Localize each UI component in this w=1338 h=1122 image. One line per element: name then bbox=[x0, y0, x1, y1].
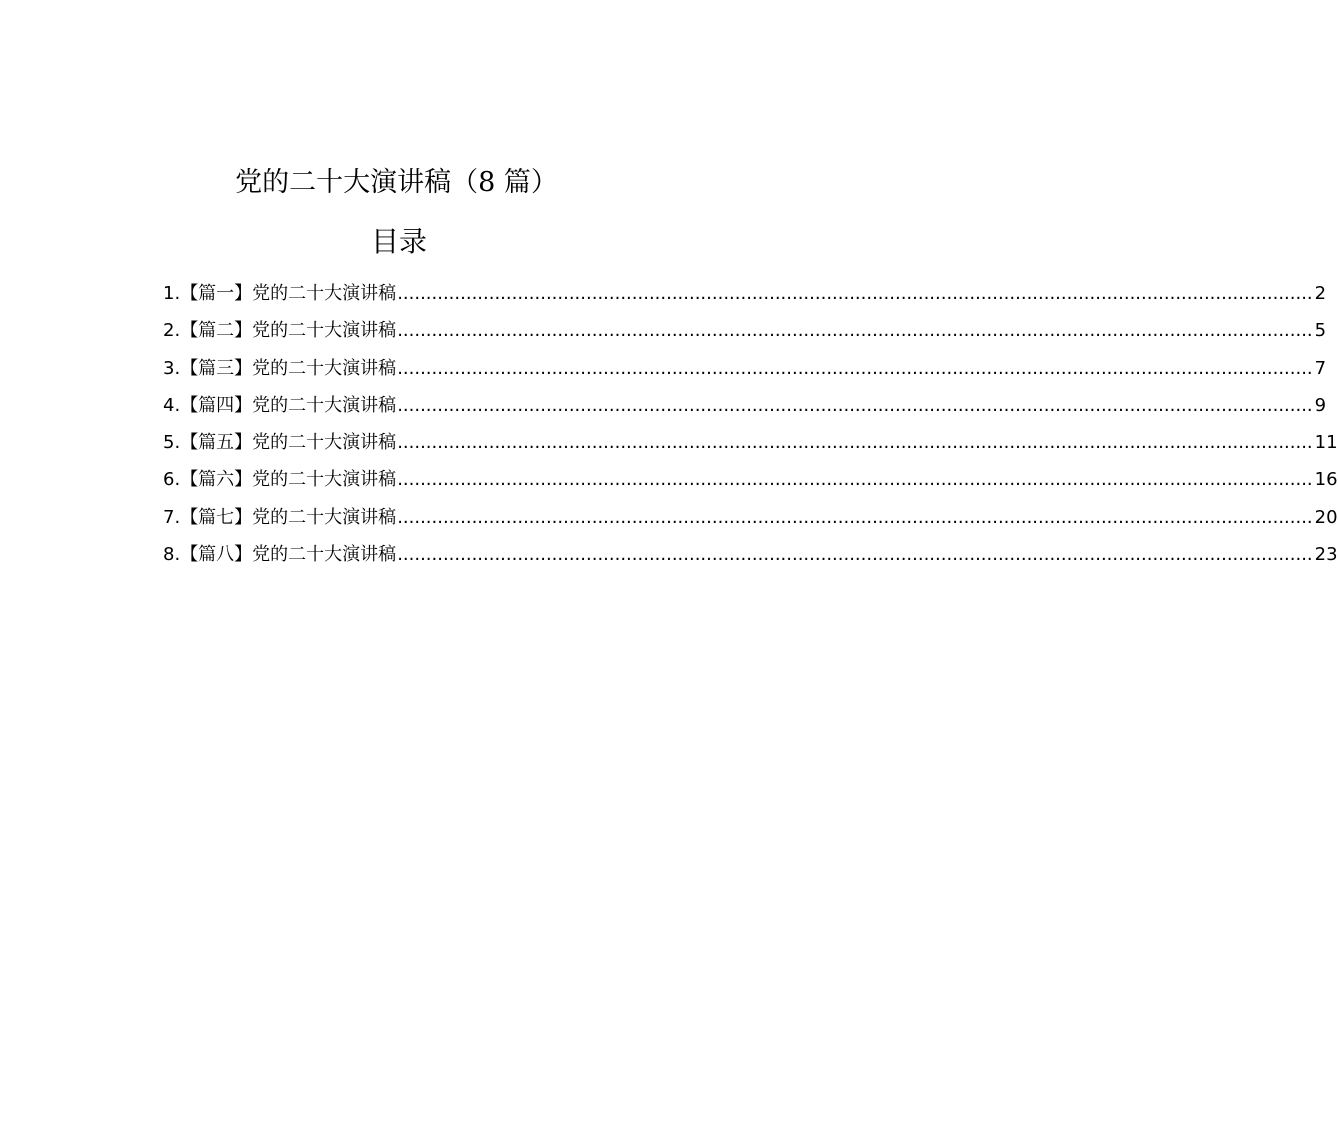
toc-entry-number: 5. bbox=[163, 432, 181, 454]
toc-entry-label: 【篇六】党的二十大演讲稿 bbox=[180, 469, 397, 491]
toc-entry-label: 【篇二】党的二十大演讲稿 bbox=[180, 320, 397, 342]
toc-entry-label: 【篇一】党的二十大演讲稿 bbox=[180, 283, 397, 304]
toc-entry-page: 16 bbox=[1314, 469, 1338, 491]
dot-leader: ................................................................................................................................................................ bbox=[397, 544, 1313, 566]
toc-entry[interactable] bbox=[163, 505, 1338, 542]
toc-entry-page: 2 bbox=[1314, 283, 1327, 304]
toc-entry-page: 23 bbox=[1314, 544, 1338, 566]
toc-entry[interactable] bbox=[163, 393, 1327, 430]
toc-entry[interactable] bbox=[163, 356, 1327, 393]
toc-entry[interactable] bbox=[163, 430, 1338, 467]
toc-entry-page: 20 bbox=[1314, 506, 1338, 528]
document-title: 党的二十大演讲稿（8 篇） bbox=[235, 167, 558, 198]
dot-leader: ................................................................................................................................................................ bbox=[397, 469, 1313, 491]
toc-entry-number: 2. bbox=[163, 320, 181, 342]
toc-entry-number: 4. bbox=[163, 394, 181, 416]
toc-entry-number: 3. bbox=[163, 357, 181, 379]
toc-heading: 目录 bbox=[370, 225, 427, 258]
dot-leader: ................................................................................................................................................................ bbox=[397, 283, 1313, 304]
dot-leader: ................................................................................................................................................................ bbox=[397, 506, 1313, 528]
toc-entry[interactable] bbox=[163, 542, 1338, 579]
toc-entry-number: 7. bbox=[163, 506, 181, 528]
toc-entry-number: 1. bbox=[163, 283, 181, 304]
toc-entry-page: 9 bbox=[1314, 394, 1327, 416]
toc-entry-page: 5 bbox=[1314, 320, 1327, 342]
table-of-contents bbox=[163, 281, 1338, 579]
toc-entry-page: 11 bbox=[1314, 432, 1338, 454]
toc-entry-page: 7 bbox=[1314, 357, 1327, 379]
dot-leader: ................................................................................................................................................................ bbox=[397, 432, 1313, 454]
toc-entry-number: 6. bbox=[163, 469, 181, 491]
toc-entry-label: 【篇四】党的二十大演讲稿 bbox=[180, 394, 397, 416]
dot-leader: ................................................................................................................................................................ bbox=[397, 357, 1313, 379]
toc-entry-label: 【篇五】党的二十大演讲稿 bbox=[180, 432, 397, 454]
toc-entry-label: 【篇三】党的二十大演讲稿 bbox=[180, 357, 397, 379]
toc-entry-label: 【篇七】党的二十大演讲稿 bbox=[180, 506, 397, 528]
dot-leader: ................................................................................................................................................................ bbox=[397, 320, 1313, 342]
dot-leader: ................................................................................................................................................................ bbox=[397, 394, 1313, 416]
toc-entry[interactable] bbox=[163, 318, 1327, 355]
toc-entry-label: 【篇八】党的二十大演讲稿 bbox=[180, 544, 397, 566]
toc-entry[interactable] bbox=[163, 467, 1338, 504]
toc-entry[interactable] bbox=[163, 281, 1327, 318]
toc-entry-number: 8. bbox=[163, 544, 181, 566]
